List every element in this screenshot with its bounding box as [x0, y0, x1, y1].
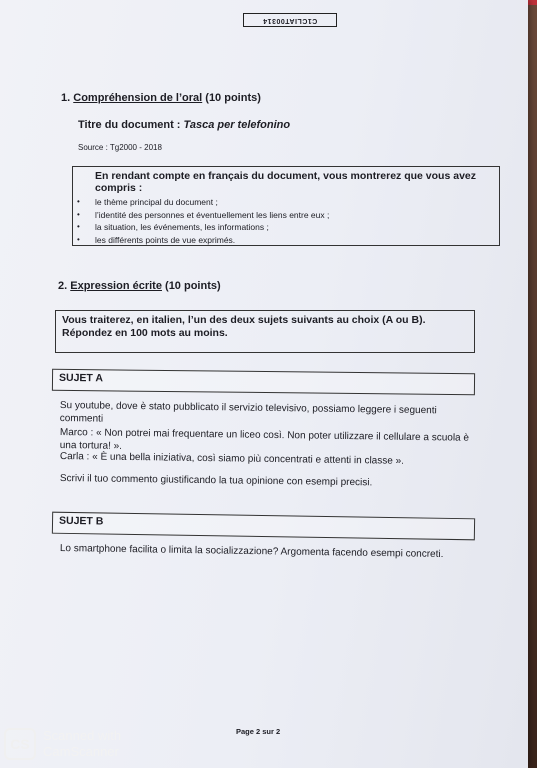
- section2-number: 2.: [58, 280, 68, 292]
- camscanner-logo-icon: [4, 728, 36, 760]
- section1-title: Compréhension de l’oral: [73, 92, 203, 104]
- document-title-line: [78, 119, 290, 131]
- watermark-line2: CamScanner: [43, 744, 119, 759]
- sujet-b-text: Lo smartphone facilita o limita la socializzazione? Argomenta facendo esempi concreti.: [59, 543, 444, 561]
- document-source: Source : Tg2000 - 2018: [78, 143, 162, 152]
- comprehension-list: [95, 196, 489, 246]
- list-item: • la situation, les événements, les informations ;: [95, 221, 489, 234]
- section1-points: (10 points): [205, 92, 261, 104]
- sujet-a-intro: Su youtube, dove è stato pubblicato il servizio televisivo, possiamo leggere i seguenti commenti: [59, 400, 437, 425]
- section1-number: 1.: [61, 92, 71, 104]
- section2-heading: [58, 280, 221, 292]
- list-item: • l’identité des personnes et éventuellement les liens entre eux ;: [95, 209, 489, 222]
- section1-heading: [61, 92, 261, 104]
- watermark-line1: Scanned with: [43, 728, 122, 743]
- list-item: • les différents points de vue exprimés.: [95, 234, 489, 247]
- section2-title: Expression écrite: [70, 280, 162, 292]
- list-item: • le thème principal du document ;: [95, 196, 489, 209]
- comprehension-lead: En rendant compte en français du document, vous montrerez que vous avez compris :: [95, 170, 476, 194]
- header-code: C1CLIAT00314: [262, 17, 318, 24]
- sujet-b-header: [52, 512, 475, 541]
- sujet-a-carla-comment: Carla : « È una bella iniziativa, così siamo più concentrati e attenti in classe ».: [59, 451, 405, 467]
- document-title-label: Titre du document :: [78, 119, 181, 131]
- page-number-text: Page 2 sur 2: [236, 727, 281, 736]
- sujet-b-label: SUJET B: [58, 514, 104, 528]
- sujet-a-label: SUJET A: [58, 371, 104, 385]
- sujet-a-marco-comment: Marco : « Non potrei mai frequentare un liceo così. Non poter utilizzare il cellulare a scuola è una tortura! ».: [59, 427, 470, 452]
- sujet-a-task: Scrivi il tuo commento giustificando la tua opinione con esempi precisi.: [59, 473, 373, 489]
- comprehension-instructions-box: [72, 166, 500, 246]
- section2-points: (10 points): [165, 280, 221, 292]
- watermark-text: [43, 728, 121, 760]
- document-title: Tasca per telefonino: [183, 119, 291, 131]
- page-number: [236, 727, 280, 736]
- expression-instructions-box: Vous traiterez, en italien, l’un des deux sujets suivants au choix (A ou B). Répondez en 100 mots au moins.: [55, 310, 475, 353]
- header-code-box: [243, 13, 337, 27]
- sujet-a-header: [52, 369, 475, 395]
- camscanner-logo-text: CS: [10, 736, 30, 752]
- camscanner-watermark: [4, 728, 121, 760]
